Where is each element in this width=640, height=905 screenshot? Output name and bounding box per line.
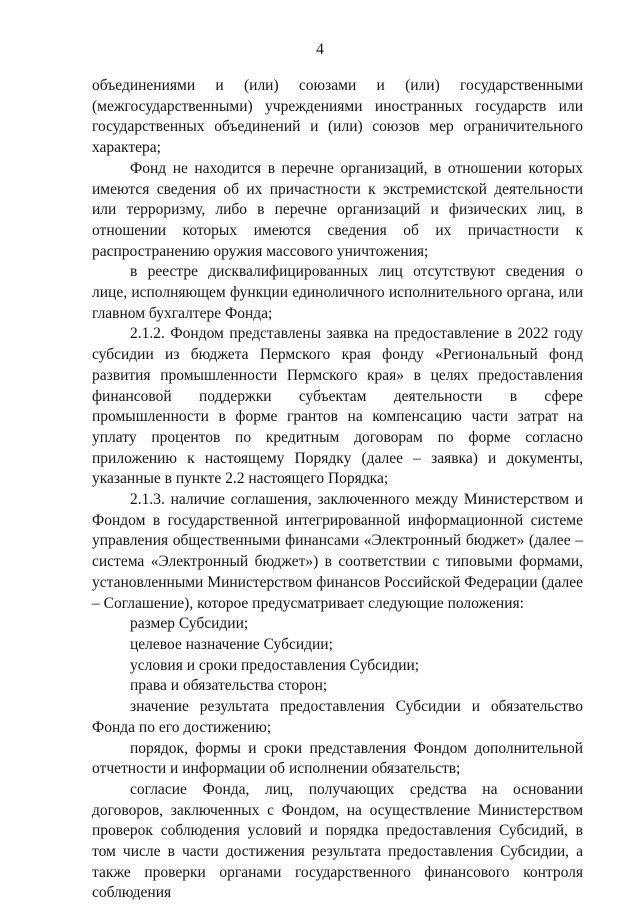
list-item-subsidy-amount: размер Субсидии;: [130, 615, 249, 633]
list-item-subsidy-terms: условия и сроки предоставления Субсидии;: [130, 656, 420, 674]
document-body: [92, 76, 583, 904]
page-number: 4: [316, 41, 324, 58]
list-item-inspection-consent: согласие Фонда, лиц, получающих средства на основании договоров, заключенных с Фондом, на осуществление Министерством проверок соблюдения условий и порядка предоставления Субсидий, в том числе в части достижения результата предоставления Субсидии, а также проверки органами государственного финансового контроля соблюдения: [92, 780, 583, 902]
list-item-subsidy-purpose: целевое назначение Субсидии;: [130, 635, 333, 653]
list-item-result-value: значение результата предоставления Субсидии и обязательство Фонда по его достижению;: [92, 698, 583, 736]
paragraph-2-1-2-application: 2.1.2. Фондом представлены заявка на предоставление в 2022 году субсидии из бюджета Пермского края фонду «Региональный фонд развития промышленности Пермского края» в целях предоставления финансовой поддержки субъектам деятельности в сфере промышленности в форме грантов на компенсацию части затрат на уплату процентов по кредитным договорам по форме согласно приложению к настоящему Порядку (далее – заявка) и документы, указанные в пункте 2.2 настоящего Порядка;: [92, 325, 583, 488]
paragraph-extremism-list: Фонд не находится в перечне организаций, в отношении которых имеются сведения об их причастности к экстремистской деятельности или терроризму, либо в перечне организаций и физических лиц, в отношении которых имеются сведения об их причастности к распространению оружия массового уничтожения;: [92, 159, 583, 260]
list-item-reporting: порядок, формы и сроки представления Фондом дополнительной отчетности и информации об исполнении обязательств;: [92, 739, 583, 778]
paragraph-disqualified-registry: в реестре дисквалифицированных лиц отсутствуют сведения о лице, исполняющем функции единоличного исполнительного органа, или главном бухгалтере Фонда;: [92, 263, 583, 322]
list-item-rights-obligations: права и обязательства сторон;: [130, 677, 328, 695]
paragraph-sanctions-continuation: объединениями и (или) союзами и (или) государственными (межгосударственными) учреждениями иностранных государств или государственных объединений и (или) союзов мер ограничительного характера;: [92, 77, 583, 157]
paragraph-2-1-3-agreement: 2.1.3. наличие соглашения, заключенного между Министерством и Фондом в государственной интегрированной информационной системе управления общественными финансами «Электронный бюджет» (далее – система «Электронный бюджет») в соответствии с типовыми формами, установленными Министерством финансов Российской Федерации (далее – Соглашение), которое предусматривает следующие положения:: [92, 491, 583, 612]
